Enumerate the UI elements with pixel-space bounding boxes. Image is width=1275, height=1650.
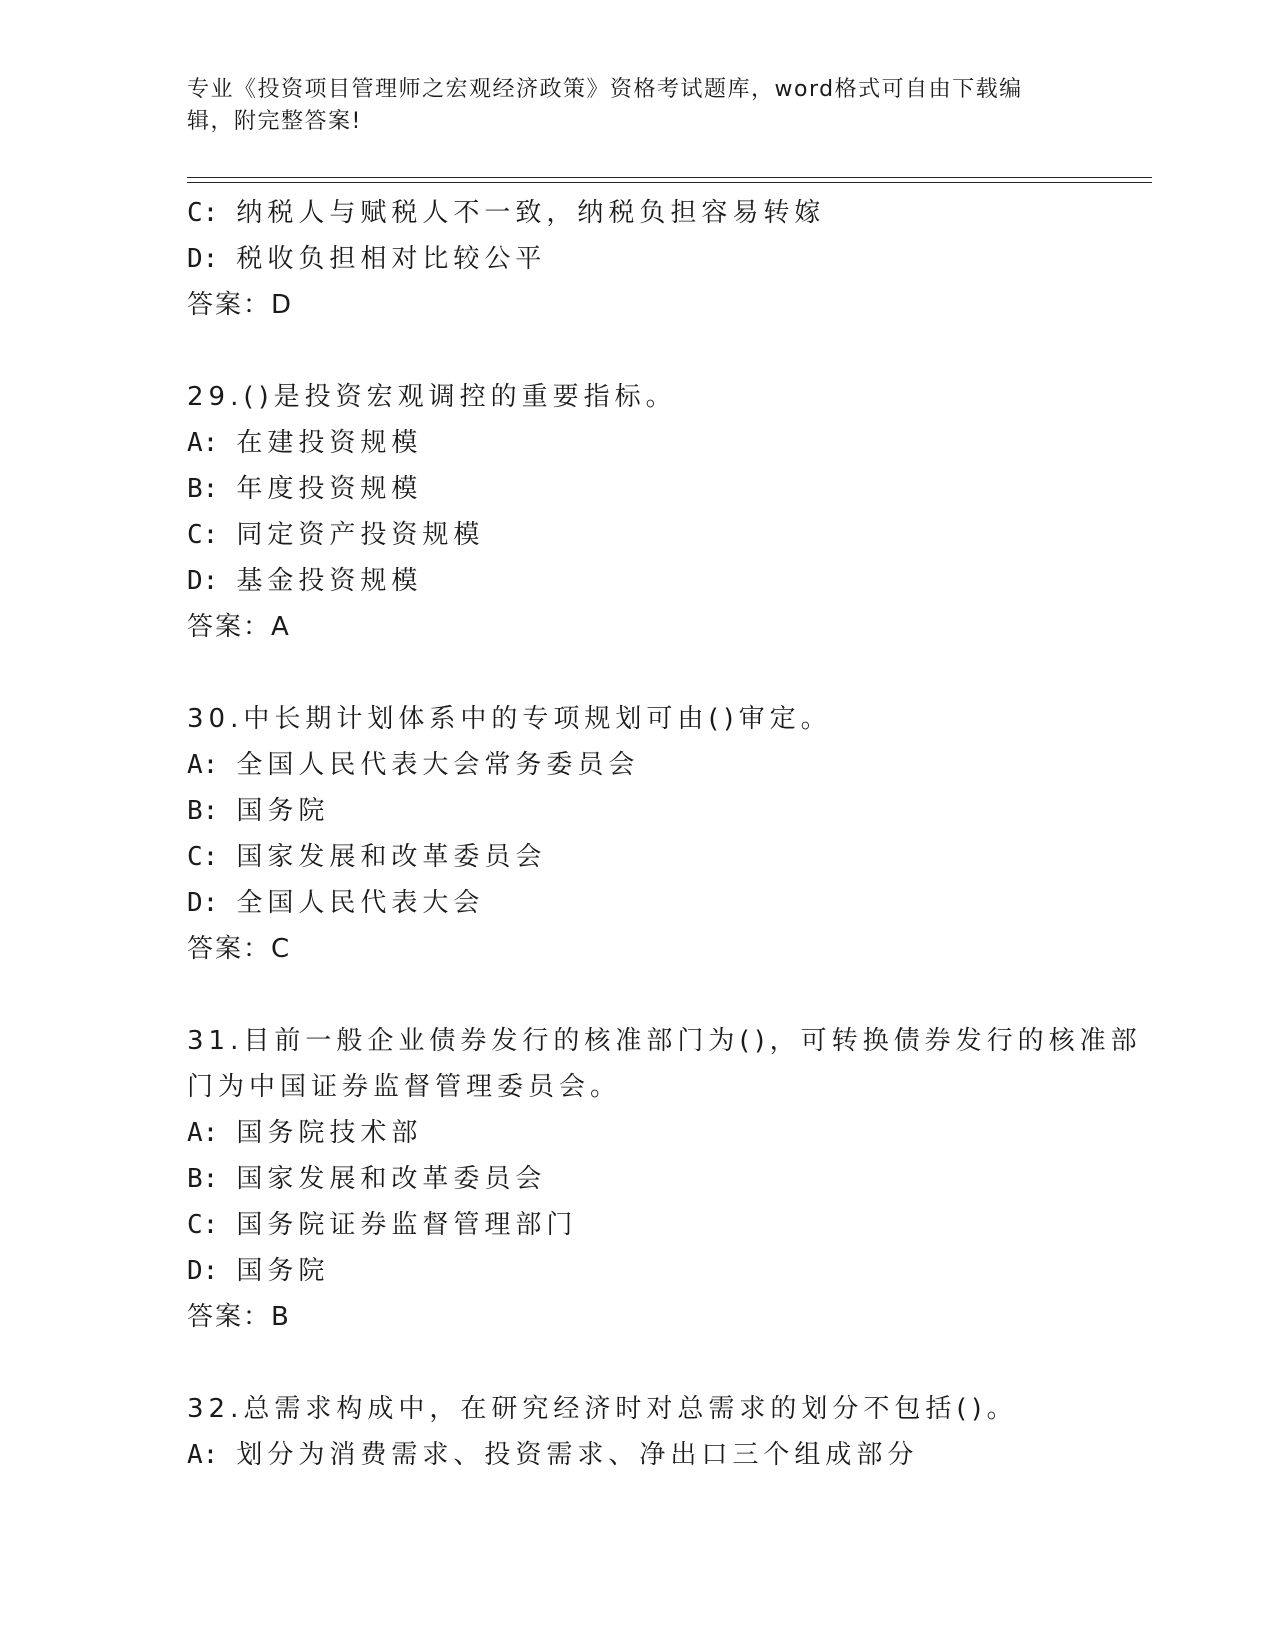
option-key: A: <box>187 428 219 458</box>
option-text: 国务院证券监督管理部门 <box>236 1210 578 1240</box>
option-key: C: <box>187 1210 219 1240</box>
option-text: 年度投资规模 <box>236 474 423 504</box>
option-text: 税收负担相对比较公平 <box>236 244 547 274</box>
option-a <box>187 420 1127 466</box>
option-c <box>187 834 1127 880</box>
option-key: C: <box>187 520 219 550</box>
question-stem: 29.()是投资宏观调控的重要指标。 <box>187 382 677 412</box>
option-text: 全国人民代表大会 <box>236 888 485 918</box>
question-stem: 31.目前一般企业债券发行的核准部门为()，可转换债券发行的核准部 <box>187 1026 1142 1056</box>
option-text: 纳税人与赋税人不一致，纳税负担容易转嫁 <box>236 198 826 228</box>
question-stem: 32.总需求构成中，在研究经济时对总需求的划分不包括()。 <box>187 1394 1018 1424</box>
option-text: 基金投资规模 <box>236 566 423 596</box>
option-key: D: <box>187 888 219 918</box>
option-key: D: <box>187 1256 219 1286</box>
answer: 答案：B <box>187 1302 291 1332</box>
question-stem: 30.中长期计划体系中的专项规划可由()审定。 <box>187 704 832 734</box>
option-text: 国家发展和改革委员会 <box>236 842 547 872</box>
header-line-1: 专业《投资项目管理师之宏观经济政策》资格考试题库，word格式可自由下载编 <box>187 77 1023 102</box>
option-d <box>187 236 1127 282</box>
option-text: 国务院 <box>236 1256 330 1286</box>
option-text: 全国人民代表大会常务委员会 <box>236 750 640 780</box>
option-key: B: <box>187 474 219 504</box>
option-text: 划分为消费需求、投资需求、净出口三个组成部分 <box>236 1440 919 1470</box>
option-key: D: <box>187 566 219 596</box>
question-stem-continued: 门为中国证券监督管理委员会。 <box>187 1072 622 1102</box>
option-key: A: <box>187 750 219 780</box>
option-c <box>187 512 1127 558</box>
option-b <box>187 466 1127 512</box>
option-text: 国家发展和改革委员会 <box>236 1164 547 1194</box>
header-divider <box>187 177 1152 183</box>
option-c <box>187 190 1127 236</box>
option-b <box>187 1156 1127 1202</box>
option-d <box>187 880 1127 926</box>
answer: 答案：A <box>187 612 291 642</box>
option-a <box>187 1110 1127 1156</box>
option-text: 在建投资规模 <box>236 428 423 458</box>
option-text: 国务院技术部 <box>236 1118 423 1148</box>
option-d <box>187 1248 1127 1294</box>
option-a <box>187 742 1127 788</box>
question-list <box>187 190 1142 1478</box>
option-key: C: <box>187 842 219 872</box>
answer: 答案：C <box>187 934 292 964</box>
option-d <box>187 558 1127 604</box>
option-key: B: <box>187 1164 219 1194</box>
option-key: C: <box>187 198 219 228</box>
option-b <box>187 788 1127 834</box>
answer: 答案：D <box>187 290 294 320</box>
header-line-2: 辑，附完整答案! <box>187 109 362 134</box>
option-key: A: <box>187 1440 219 1470</box>
option-text: 同定资产投资规模 <box>236 520 485 550</box>
option-key: A: <box>187 1118 219 1148</box>
option-key: D: <box>187 244 219 274</box>
option-text: 国务院 <box>236 796 330 826</box>
option-key: B: <box>187 796 219 826</box>
document-header <box>187 74 1077 138</box>
option-c <box>187 1202 1127 1248</box>
option-a <box>187 1432 1127 1478</box>
